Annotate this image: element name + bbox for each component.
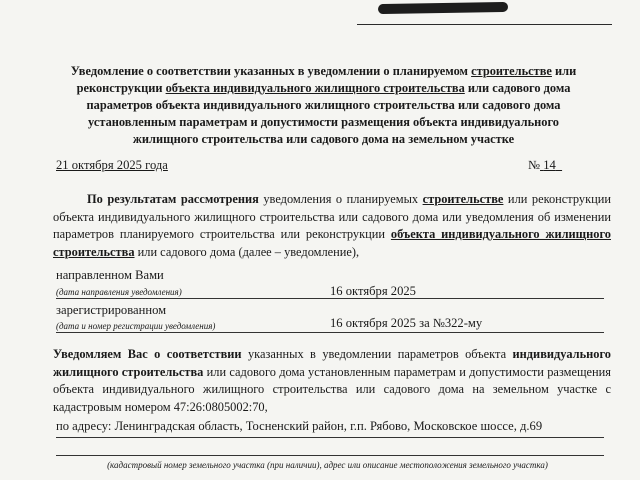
number-value: 14	[543, 158, 556, 172]
para2-text-2: или садового дома установленным параметрам и допустимости размещения объекта индивидуального жилищного строительства или садового дома на земельном участке с кадастровым номером 47:26:0805002:70,	[53, 364, 611, 414]
registered-caption: (дата и номер регистрации уведомления)	[56, 321, 216, 331]
title-line1-underlined: строительстве	[471, 64, 552, 78]
number-sign: №	[528, 158, 541, 172]
title-line5: жилищного строительства или садового дома на земельном участке	[132, 132, 515, 146]
document-number	[528, 158, 562, 173]
document-date: 21 октября 2025 года	[56, 158, 168, 172]
para1-bold-lead: По результатам рассмотрения	[87, 192, 259, 206]
para2-bold-2: индивидуального жилищного строительства	[53, 347, 611, 379]
para2-text-1: указанных в уведомлении параметров объекта	[241, 347, 513, 361]
registered-label: зарегистрированном	[56, 303, 167, 317]
title-line2-underlined: объекта индивидуального жилищного строительства	[165, 81, 465, 95]
title-line4: установленным параметрам и допустимости размещения объекта индивидуального	[88, 115, 559, 129]
paragraph-review-result	[53, 191, 611, 261]
para1-text-1: уведомления о планируемых	[258, 192, 423, 206]
para1-bold-underlined-1: строительстве	[422, 192, 504, 206]
registered-underline	[56, 332, 604, 333]
header-rule	[357, 24, 612, 25]
para1-bold-underlined-2: объекта индивидуального жилищного строительства	[53, 227, 611, 259]
title-line1-pre: Уведомление о соответствии указанных в уведомлении о планируемом	[70, 64, 472, 78]
title-line1-post: или	[551, 64, 577, 78]
para2-bold-1: Уведомляем Вас о соответствии	[53, 347, 242, 361]
document-title	[36, 63, 611, 148]
sent-caption: (дата направления уведомления)	[56, 287, 182, 297]
title-line2-pre: реконструкции	[76, 81, 166, 95]
title-line2-post: или садового дома	[464, 81, 571, 95]
paragraph-notification	[53, 346, 611, 416]
sent-value: 16 октября 2025	[330, 284, 416, 298]
address-text: по адресу: Ленинградская область, Тосненский район, г.п. Рябово, Московское шоссе, д.69	[56, 419, 543, 433]
para1-text-3: или садового дома (далее – уведомление),	[134, 244, 360, 259]
address-caption: (кадастровый номер земельного участка (при наличии), адрес или описание местоположения земельного участка)	[107, 460, 548, 470]
redacted-email	[378, 2, 508, 14]
para1-text-2: или реконструкции объекта индивидуального жилищного строительства или садового дома или уведомления об изменении параметров планируемого строительства или реконструкции	[53, 192, 611, 241]
sent-underline	[56, 298, 604, 299]
address-underline-2	[56, 455, 604, 456]
address-underline	[56, 437, 604, 438]
title-line3: параметров объекта индивидуального жилищного строительства или садового дома	[86, 98, 561, 112]
registered-value: 16 октября 2025 за №322-му	[330, 316, 483, 330]
sent-label: направленном Вами	[56, 268, 164, 282]
